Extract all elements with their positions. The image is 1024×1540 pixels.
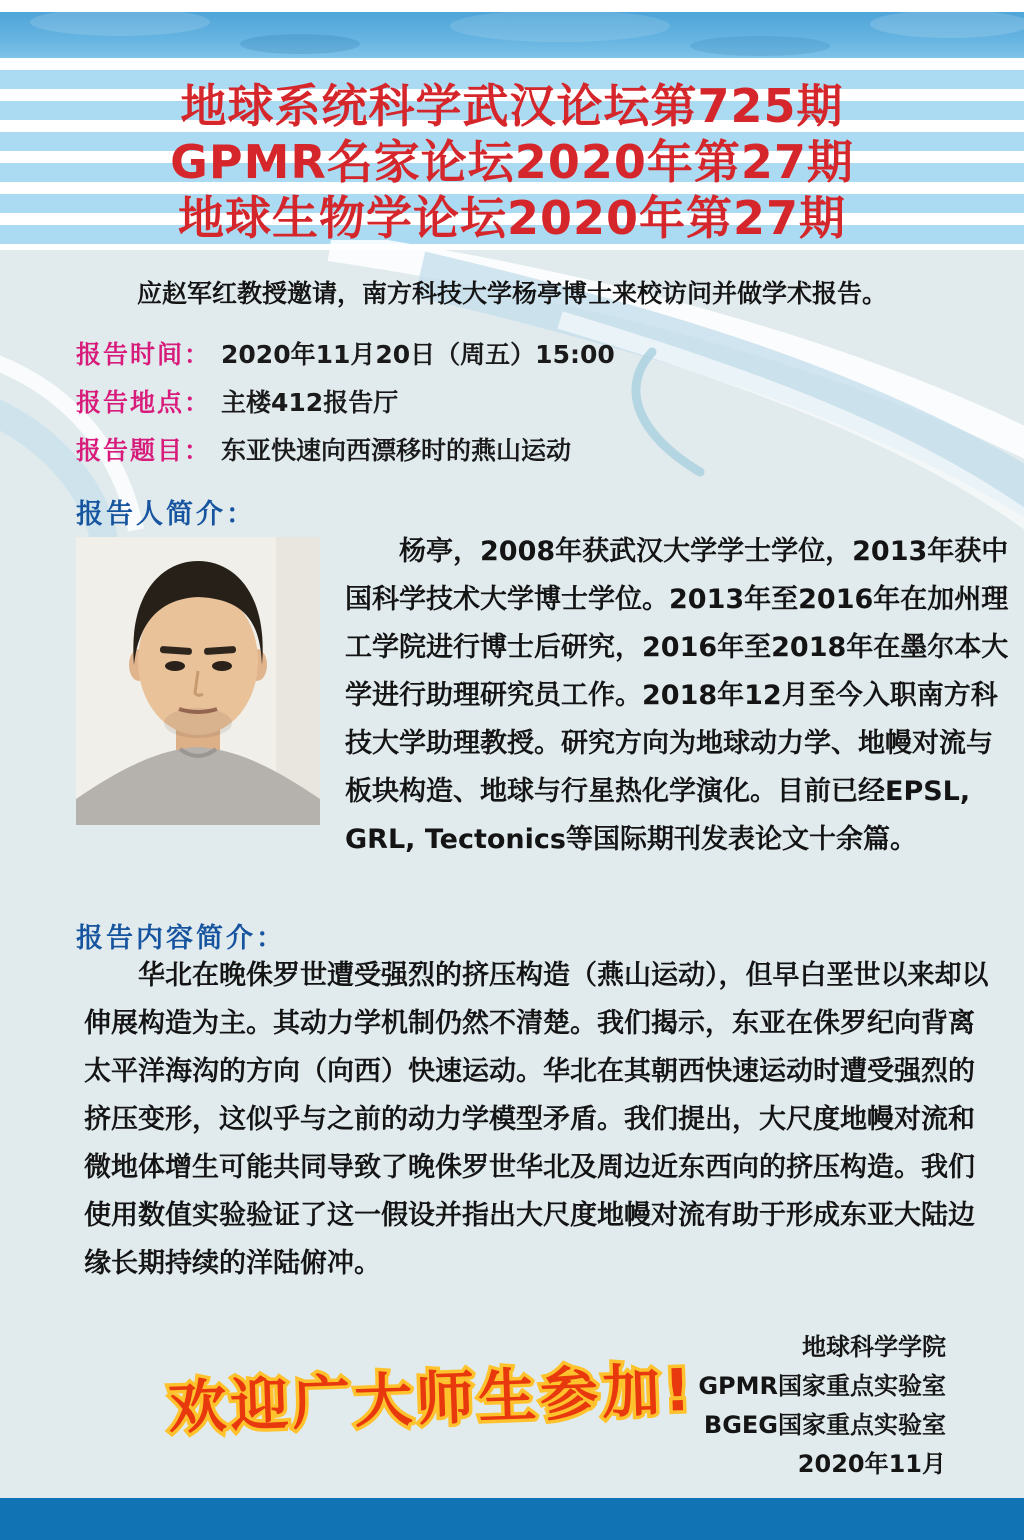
report-topic-row [76,436,956,466]
invitation-text: 应赵军红教授邀请，南方科技大学杨亭博士来校访问并做学术报告。 [137,279,888,308]
title-line-3: 地球生物学论坛2020年第27期 [177,191,847,245]
bio-line: 学进行助理研究员工作。2018年12月至今入职南方科 [345,680,998,711]
abstract-line: 华北在晚侏罗世遭受强烈的挤压构造（燕山运动），但早白垩世以来却以 [138,960,989,991]
title-line-1: 地球系统科学武汉论坛第725期 [180,79,844,133]
bottom-blue-bar [0,1498,1024,1540]
speaker-photo [76,537,320,825]
abstract-line: 太平洋海沟的方向（向西）快速运动。华北在其朝西快速运动时遭受强烈的 [84,1056,975,1087]
world-map-pattern [0,12,1024,58]
report-location-label: 报告地点： [76,388,212,417]
report-location-row [76,388,956,418]
top-white-strip [0,0,1024,12]
speaker-bio [345,528,1009,864]
page-title [0,78,1024,246]
bio-line: 技大学助理教授。研究方向为地球动力学、地幔对流与 [345,728,993,759]
bio-line: 工学院进行博士后研究，2016年至2018年在墨尔本大 [345,632,1009,663]
abstract-section-heading: 报告内容简介： [76,923,286,954]
header-blue-band [0,12,1024,58]
speaker-section-heading: 报告人简介： [76,499,256,530]
abstract-line: 挤压变形，这似乎与之前的动力学模型矛盾。我们提出，大尺度地幔对流和 [84,1104,975,1135]
abstract-line: 微地体增生可能共同导致了晚侏罗世华北及周边近东西向的挤压构造。我们 [84,1152,975,1183]
abstract-line: 使用数值实验验证了这一假设并指出大尺度地幔对流有助于形成东亚大陆边 [84,1200,975,1231]
poster-date: 2020年11月 [797,1450,946,1478]
organizer-line-3: BGEG国家重点实验室 [703,1411,946,1439]
abstract-line: 伸展构造为主。其动力学机制仍然不清楚。我们揭示，东亚在侏罗纪向背离 [84,1008,975,1039]
bio-line: 国科学技术大学博士学位。2013年至2016年在加州理 [345,584,1009,615]
bio-line: 板块构造、地球与行星热化学演化。目前已经EPSL, [345,776,971,807]
report-time-label: 报告时间： [76,340,212,369]
organizer-line-1: 地球科学学院 [802,1333,946,1361]
welcome-banner: 欢迎广大师生参加! [167,1355,696,1443]
organizer-block [698,1328,946,1484]
report-time-value: 2020年11月20日（周五）15:00 [221,340,615,369]
report-time-row [76,340,956,370]
bio-line: GRL, Tectonics等国际期刊发表论文十余篇。 [345,824,917,855]
abstract-text [84,952,989,1288]
report-info [76,340,956,484]
report-topic-value: 东亚快速向西漂移时的燕山运动 [221,436,572,465]
bio-line: 杨亭，2008年获武汉大学学士学位，2013年获中 [399,536,1009,567]
organizer-line-2: GPMR国家重点实验室 [698,1372,946,1400]
speaker-portrait-illustration [76,537,320,825]
abstract-line: 缘长期持续的洋陆俯冲。 [84,1248,381,1279]
report-topic-label: 报告题目： [76,436,212,465]
report-location-value: 主楼412报告厅 [221,388,399,417]
title-line-2: GPMR名家论坛2020年第27期 [170,135,854,189]
